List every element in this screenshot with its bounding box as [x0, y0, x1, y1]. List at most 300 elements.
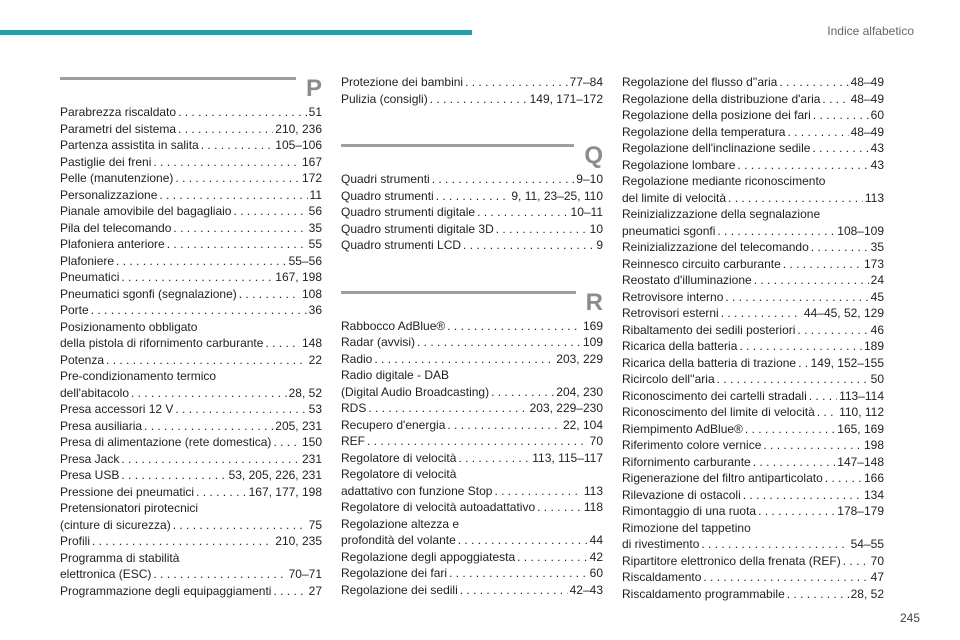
- dot-leader: [477, 204, 568, 221]
- dot-leader: [797, 322, 868, 339]
- index-entry-term: di rivestimento: [622, 537, 700, 551]
- index-entry-pages: 35: [870, 240, 884, 254]
- index-entry-pages: 36: [308, 303, 322, 317]
- dot-leader: [175, 170, 300, 187]
- index-entry-row: [60, 286, 322, 303]
- dot-leader: [436, 188, 510, 205]
- index-entry-term: Regolatore di velocità autoadattativo: [341, 500, 536, 514]
- index-entry-row: [341, 351, 603, 368]
- dot-leader: [812, 140, 868, 157]
- index-entry-term: Parabrezza riscaldato: [60, 105, 177, 119]
- index-entry-term: Riconoscimento del limite di velocità: [622, 405, 815, 419]
- index-entry-term: Ricircolo dell''aria: [622, 372, 715, 386]
- index-entry-pages: 150: [301, 435, 322, 449]
- index-entry-row: [60, 566, 322, 583]
- index-entry-pages: 45: [870, 289, 884, 304]
- index-entry-pages: 148: [301, 336, 322, 350]
- index-entry-term: Pressione dei pneumatici: [60, 484, 195, 499]
- dot-leader: [106, 352, 307, 369]
- index-entry-pages: 77–84: [569, 75, 603, 89]
- index-entry-pages: 75: [308, 517, 322, 532]
- index-entry: [622, 239, 884, 256]
- index-entry-prefix: Posizionamento obbligato: [60, 319, 198, 334]
- dot-leader: [175, 401, 306, 418]
- index-entry-term: Potenza: [60, 352, 105, 367]
- index-entry-term: Rabbocco AdBlue®: [341, 318, 446, 333]
- index-entry: [622, 355, 884, 372]
- index-entry-term: Presa Jack: [60, 451, 120, 466]
- page-number: 245: [899, 611, 920, 625]
- dot-leader: [273, 434, 300, 451]
- page-header-title: Indice alfabetico: [827, 24, 914, 38]
- index-entry: [341, 400, 603, 417]
- index-entry-term: Ribaltamento dei sedili posteriori: [622, 322, 796, 337]
- index-entry-pages: 48–49: [850, 75, 884, 89]
- index-entry: [60, 550, 322, 583]
- index-entry-term: Regolazione dell'inclinazione sedile: [622, 141, 811, 155]
- index-entry: [60, 533, 322, 550]
- index-entry: [60, 583, 322, 600]
- index-entry-pages: 203, 229–230: [529, 401, 603, 415]
- index-entry-pages: 47: [870, 570, 884, 584]
- index-entry-row: [60, 352, 322, 369]
- index-entry: [341, 188, 603, 205]
- index-entry: [60, 352, 322, 369]
- dot-leader: [374, 351, 554, 368]
- dot-leader: [465, 74, 568, 91]
- dot-leader: [121, 269, 273, 286]
- dot-leader: [763, 437, 862, 454]
- index-entry-row: [622, 586, 884, 603]
- index-entry-term: Reostato d'illuminazione: [622, 273, 752, 287]
- letter-heading: [60, 74, 322, 102]
- index-entry-term: Retrovisori esterni: [622, 306, 719, 320]
- index-entry: [60, 203, 322, 220]
- index-entry: [622, 520, 884, 553]
- index-entry: [60, 286, 322, 303]
- index-entry-pages: 113–114: [839, 388, 884, 403]
- dot-leader: [447, 417, 561, 434]
- index-entry-pages: 110, 112: [839, 405, 884, 419]
- index-entry-pages: 147–148: [837, 454, 884, 469]
- index-entry: [341, 334, 603, 351]
- dot-leader: [798, 355, 809, 372]
- dot-leader: [717, 371, 869, 388]
- index-entry-pages: 53: [308, 402, 322, 416]
- index-entry: [341, 499, 603, 516]
- index-entry-row: [60, 269, 322, 286]
- index-entry: [622, 289, 884, 306]
- index-entry-row: [622, 371, 884, 388]
- heading-letter: P: [305, 75, 322, 102]
- dot-leader: [265, 335, 300, 352]
- index-entry: [341, 91, 603, 108]
- index-entry-pages: 231: [301, 451, 322, 466]
- index-entry-term: Protezione dei bambini: [341, 75, 464, 89]
- index-entry-pages: 42: [589, 549, 603, 564]
- index-entry-term: Pulizia (consigli): [341, 91, 428, 106]
- index-entry-term: Regolatore di velocità: [341, 450, 457, 465]
- index-entry-term: RDS: [341, 401, 367, 415]
- index-entry-row: [60, 121, 322, 138]
- dot-leader: [537, 499, 582, 516]
- index-entry-pages: 9–10: [576, 172, 603, 186]
- index-entry: [622, 322, 884, 339]
- index-entry-term: Presa accessori 12 V: [60, 402, 174, 416]
- index-entry: [60, 121, 322, 138]
- index-entry-row: [341, 499, 603, 516]
- heading-rule: [341, 291, 576, 294]
- index-entry-row: [60, 335, 322, 352]
- dot-leader: [116, 253, 287, 270]
- index-entry-row: [622, 338, 884, 355]
- index-entry-row: [60, 434, 322, 451]
- index-entry: [622, 107, 884, 124]
- index-entry-term: pneumatici sgonfi: [622, 223, 716, 238]
- index-entry-prefix: Rimozione del tappetino: [622, 520, 751, 535]
- index-entry-row: [622, 322, 884, 339]
- index-entry: [622, 305, 884, 322]
- index-entry: [341, 549, 603, 566]
- index-entry-term: Partenza assistita in salita: [60, 138, 199, 152]
- index-entry-term: Programmazione degli equipaggiamenti: [60, 583, 272, 598]
- index-entry-row: [341, 400, 603, 417]
- dot-leader: [703, 569, 868, 586]
- index-entry: [622, 74, 884, 91]
- index-entry: [622, 338, 884, 355]
- index-entry-pages: 113: [583, 483, 603, 498]
- index-entry: [341, 237, 603, 254]
- index-entry-pages: 10–11: [570, 205, 603, 219]
- dot-leader: [787, 586, 849, 603]
- index-entry-pages: 9: [596, 238, 603, 252]
- index-entry-row: [341, 74, 603, 91]
- index-entry: [60, 269, 322, 286]
- dot-leader: [430, 91, 528, 108]
- dot-leader: [739, 338, 862, 355]
- index-entry-term: Reinizializzazione del telecomando: [622, 240, 809, 254]
- dot-leader: [754, 272, 869, 289]
- index-entry-row: [341, 384, 603, 401]
- index-entry-term: Regolazione degli appoggiatesta: [341, 549, 516, 564]
- index-entry-row: [341, 582, 603, 599]
- dot-leader: [144, 418, 273, 435]
- index-entry-term: Regolazione lombare: [622, 157, 736, 172]
- index-entry-pages: 55: [308, 237, 322, 251]
- index-entry-pages: 167: [301, 154, 322, 169]
- index-entry: [60, 500, 322, 533]
- index-entry: [341, 466, 603, 499]
- dot-leader: [463, 237, 594, 254]
- index-entry-row: [341, 237, 603, 254]
- dot-leader: [91, 302, 307, 319]
- dot-leader: [701, 536, 848, 553]
- index-entry-pages: 27: [308, 583, 322, 598]
- index-entry-term: Regolazione dei fari: [341, 566, 448, 580]
- index-entry-row: [622, 124, 884, 141]
- index-entry-pages: 108: [301, 286, 322, 301]
- heading-rule: [60, 77, 296, 80]
- index-entry-prefix: Radio digitale - DAB: [341, 368, 450, 382]
- index-entry: [622, 586, 884, 603]
- dot-leader: [447, 318, 581, 335]
- index-entry-row: [341, 549, 603, 566]
- index-entry-row: [60, 154, 322, 171]
- index-entry-term: (cinture di sicurezza): [60, 517, 171, 532]
- index-entry-row: [622, 404, 884, 421]
- index-entry-row: [341, 221, 603, 238]
- dot-leader: [121, 467, 226, 484]
- index-entry-term: Parametri del sistema: [60, 121, 177, 136]
- index-entry-row: [341, 318, 603, 335]
- index-entry-term: dell'abitacolo: [60, 385, 130, 400]
- index-entry-pages: 113: [864, 190, 884, 205]
- dot-leader: [178, 121, 273, 138]
- index-entry-pages: 46: [870, 322, 884, 337]
- index-entry-row: [341, 91, 603, 108]
- index-entry-pages: 178–179: [837, 504, 884, 518]
- index-entry-row: [341, 565, 603, 582]
- index-entry-row: [60, 203, 322, 220]
- index-entry-term: Ricarica della batteria: [622, 339, 738, 353]
- index-entry: [60, 484, 322, 501]
- index-entry-term: REF: [341, 434, 365, 448]
- index-entry: [622, 388, 884, 405]
- index-entry-term: Recupero d'energia: [341, 417, 446, 432]
- index-entry-pages: 22, 104: [562, 417, 603, 432]
- index-entry-pages: 60: [589, 566, 603, 580]
- index-entry-pages: 70: [870, 553, 884, 568]
- index-entry: [60, 170, 322, 187]
- index-entry-pages: 198: [863, 438, 884, 452]
- index-entry: [622, 470, 884, 487]
- dot-leader: [173, 220, 306, 237]
- index-entry-row: [341, 417, 603, 434]
- index-entry-pages: 60: [870, 108, 884, 122]
- index-entry-pages: 11: [309, 187, 322, 202]
- index-entry-row: [60, 484, 322, 501]
- index-entry-term: Reinnesco circuito carburante: [622, 256, 781, 271]
- index-entry-term: Riscaldamento: [622, 570, 702, 584]
- index-entry-term: Radar (avvisi): [341, 335, 416, 349]
- dot-leader: [367, 433, 588, 450]
- index-entry-row: [60, 401, 322, 418]
- index-entry-pages: 24: [870, 273, 884, 287]
- index-entry: [622, 553, 884, 570]
- index-entry: [60, 253, 322, 270]
- index-entry-term: Quadro strumenti: [341, 188, 434, 203]
- dot-leader: [159, 187, 307, 204]
- index-entry: [60, 467, 322, 484]
- index-entry-pages: 109: [582, 335, 603, 349]
- index-entry-row: [341, 450, 603, 467]
- index-entry-term: Ricarica della batteria di trazione: [622, 355, 797, 370]
- index-entry-term: Ripartitore elettronico della frenata (REF): [622, 553, 841, 568]
- index-column-1: [60, 74, 322, 599]
- index-entry-row: [60, 137, 322, 154]
- index-entry-pages: 167, 198: [275, 270, 322, 284]
- index-entry-term: Radio: [341, 351, 373, 366]
- index-entry: [341, 433, 603, 450]
- index-entry-row: [60, 583, 322, 600]
- index-column-2: [341, 74, 603, 598]
- index-entry-term: profondità del volante: [341, 533, 456, 547]
- index-entry-term: Regolazione dei sedili: [341, 582, 458, 597]
- index-entry: [622, 173, 884, 206]
- index-entry: [622, 256, 884, 273]
- index-entry-pages: 210, 236: [275, 121, 322, 136]
- index-entry-pages: 134: [863, 487, 884, 502]
- index-entry-term: Quadro strumenti LCD: [341, 238, 462, 252]
- index-entry-row: [341, 204, 603, 221]
- index-entry-term: Profili: [60, 534, 91, 548]
- index-entry-row: [622, 256, 884, 273]
- index-entry: [341, 582, 603, 599]
- dot-leader: [368, 400, 527, 417]
- index-entry-term: Rifornimento carburante: [622, 454, 751, 469]
- index-entry-term: Riferimento colore vernice: [622, 438, 762, 452]
- dot-leader: [809, 388, 837, 405]
- index-entry: [341, 417, 603, 434]
- index-entry-pages: 108–109: [837, 223, 884, 238]
- index-entry-row: [622, 305, 884, 322]
- index-entry: [60, 451, 322, 468]
- index-entry-term: Riscaldamento programmabile: [622, 586, 785, 601]
- dot-leader: [460, 582, 568, 599]
- dot-leader: [273, 583, 306, 600]
- index-entry-pages: 54–55: [850, 537, 884, 551]
- index-entry: [341, 516, 603, 549]
- index-entry-pages: 48–49: [850, 124, 884, 139]
- dot-leader: [783, 256, 862, 273]
- index-entry-pages: 173: [863, 256, 884, 271]
- dot-leader: [432, 171, 575, 188]
- index-entry-term: Regolazione della distribuzione d'aria: [622, 91, 821, 106]
- dot-leader: [153, 154, 300, 171]
- index-entry-term: Quadri strumenti: [341, 172, 430, 186]
- index-entry: [60, 137, 322, 154]
- index-entry: [622, 157, 884, 174]
- index-entry-row: [60, 533, 322, 550]
- index-entry-term: Rigenerazione del filtro antiparticolato: [622, 471, 823, 485]
- dot-leader: [233, 203, 306, 220]
- dot-leader: [167, 236, 307, 253]
- dot-leader: [811, 239, 869, 256]
- index-entry: [622, 140, 884, 157]
- dot-leader: [458, 450, 530, 467]
- index-entry-term: Presa di alimentazione (rete domestica): [60, 435, 272, 449]
- index-entry-row: [622, 272, 884, 289]
- index-entry: [622, 272, 884, 289]
- dot-leader: [843, 553, 869, 570]
- index-entry-row: [60, 187, 322, 204]
- index-entry-pages: 28, 52: [288, 385, 322, 400]
- index-entry-pages: 70–71: [288, 567, 322, 581]
- dot-leader: [737, 157, 868, 174]
- dot-leader: [813, 107, 869, 124]
- dot-leader: [728, 190, 863, 207]
- index-entry: [60, 418, 322, 435]
- index-entry: [622, 503, 884, 520]
- dot-leader: [725, 289, 868, 306]
- index-entry-row: [622, 454, 884, 471]
- index-entry-pages: 43: [870, 141, 884, 155]
- index-entry-pages: 203, 229: [556, 351, 603, 366]
- index-entry-row: [622, 74, 884, 91]
- index-entry-pages: 165, 169: [837, 421, 884, 436]
- dot-leader: [239, 286, 300, 303]
- dot-leader: [491, 384, 554, 401]
- dot-leader: [745, 421, 835, 438]
- index-entry-row: [622, 107, 884, 124]
- index-entry-pages: 50: [870, 372, 884, 386]
- index-entry-pages: 105–106: [275, 138, 322, 152]
- index-entry-prefix: Programma di stabilità: [60, 550, 180, 565]
- dot-leader: [201, 137, 274, 154]
- index-entry-pages: 210, 235: [275, 534, 322, 548]
- index-entry-term: Pneumatici sgonfi (segnalazione): [60, 286, 237, 301]
- index-entry: [622, 437, 884, 454]
- dot-leader: [753, 454, 836, 471]
- section-spacer: [341, 254, 603, 288]
- index-entry-pages: 205, 231: [275, 418, 322, 433]
- index-entry-row: [622, 437, 884, 454]
- index-entry: [60, 434, 322, 451]
- section-spacer: [341, 107, 603, 141]
- index-entry-row: [622, 157, 884, 174]
- index-entry-row: [622, 503, 884, 520]
- index-entry-row: [622, 536, 884, 553]
- heading-rule: [341, 144, 574, 147]
- index-entry-pages: 9, 11, 23–25, 110: [511, 188, 603, 203]
- index-entry-prefix: Regolazione mediante riconoscimento: [622, 174, 826, 188]
- index-entry-pages: 169: [582, 318, 603, 333]
- index-entry-row: [60, 517, 322, 534]
- index-entry-row: [622, 223, 884, 240]
- index-entry-pages: 149, 152–155: [810, 355, 884, 370]
- index-entry: [341, 171, 603, 188]
- letter-heading: [341, 141, 603, 169]
- index-entry: [60, 368, 322, 401]
- index-entry-pages: 51: [308, 105, 322, 119]
- index-entry-prefix: Regolatore di velocità: [341, 467, 457, 481]
- dot-leader: [449, 565, 588, 582]
- index-entry-term: Porte: [60, 303, 89, 317]
- index-entry: [60, 319, 322, 352]
- index-entry-row: [60, 220, 322, 237]
- index-entry-term: Quadro strumenti digitale: [341, 205, 476, 219]
- index-entry: [622, 487, 884, 504]
- index-entry-pages: 48–49: [850, 91, 884, 106]
- index-entry: [341, 318, 603, 335]
- index-entry: [341, 565, 603, 582]
- index-entry-pages: 204, 230: [556, 384, 603, 399]
- index-entry-term: Riconoscimento dei cartelli stradali: [622, 388, 807, 403]
- index-entry: [341, 74, 603, 91]
- index-entry-pages: 10: [589, 221, 603, 236]
- index-entry-row: [60, 302, 322, 319]
- index-entry-row: [60, 467, 322, 484]
- dot-leader: [153, 566, 286, 583]
- index-entry: [341, 204, 603, 221]
- dot-leader: [817, 404, 837, 421]
- index-entry-term: Presa ausiliaria: [60, 418, 143, 433]
- index-entry-row: [622, 388, 884, 405]
- dot-leader: [517, 549, 588, 566]
- index-entry-term: Regolazione della temperatura: [622, 124, 786, 139]
- dot-leader: [417, 334, 581, 351]
- index-entry-term: Pianale amovibile del bagagliaio: [60, 204, 232, 218]
